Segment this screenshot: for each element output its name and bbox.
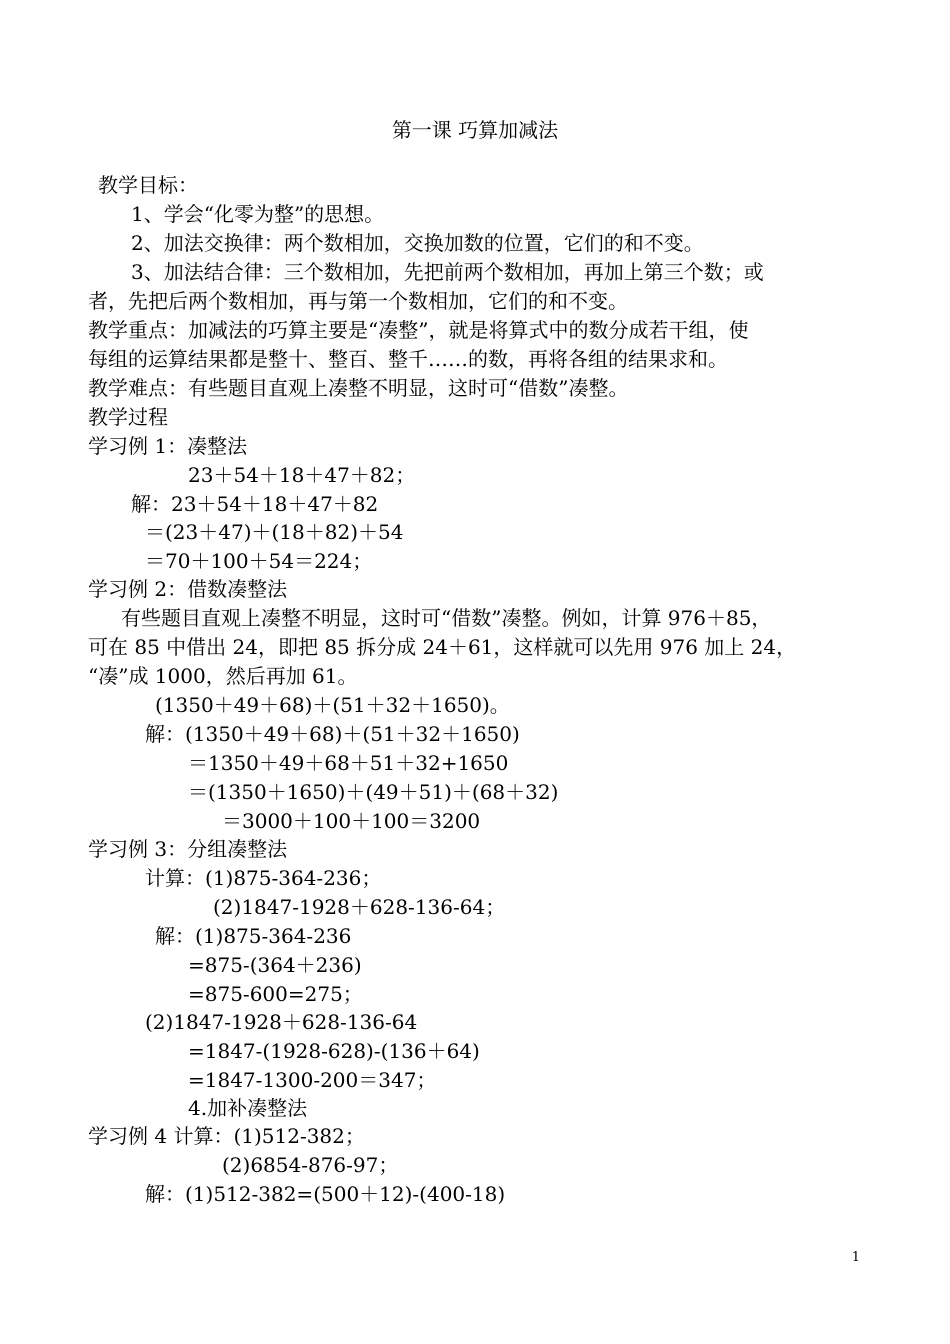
- example-heading: 学习例 1：凑整法: [88, 434, 248, 458]
- text-line: 者，先把后两个数相加，再与第一个数相加，它们的和不变。: [88, 289, 628, 313]
- example-heading: 学习例 3：分组凑整法: [88, 837, 288, 861]
- equation-line: (1350＋49＋68)＋(51＋32＋1650)。: [155, 693, 510, 717]
- text-line: 1、学会“化零为整”的思想。: [131, 202, 385, 226]
- equation-line: 23＋54＋18＋47＋82；: [188, 463, 416, 487]
- text-line: 每组的运算结果都是整十、整百、整千……的数，再将各组的结果求和。: [88, 347, 728, 371]
- equation-line: =875-600=275；: [188, 982, 363, 1006]
- equation-line: ＝70＋100＋54＝224；: [145, 549, 373, 573]
- equation-line: 解：(1350＋49＋68)＋(51＋32＋1650): [145, 722, 520, 746]
- section-heading: 4.加补凑整法: [188, 1096, 308, 1120]
- equation-line: =1847-1300-200＝347；: [188, 1068, 437, 1092]
- process-heading: 教学过程: [88, 405, 168, 429]
- equation-line: =875-(364＋236): [188, 953, 362, 977]
- equation-line: ＝(1350＋1650)＋(49＋51)＋(68＋32): [188, 780, 559, 804]
- equation-line: 解：(1)875-364-236: [155, 924, 352, 948]
- text-line: 2、加法交换律：两个数相加，交换加数的位置，它们的和不变。: [131, 231, 704, 255]
- equation-line: 解：23＋54＋18＋47＋82: [131, 492, 379, 516]
- text-line: 有些题目直观上凑整不明显，这时可“借数”凑整。例如，计算 976＋85，: [121, 606, 772, 630]
- equation-line: =1847-(1928-628)-(136＋64): [188, 1039, 480, 1063]
- text-line: 3、加法结合律：三个数相加，先把前两个数相加，再加上第三个数；或: [131, 260, 764, 284]
- equation-line: 解：(1)512-382=(500＋12)-(400-18): [145, 1182, 506, 1206]
- text-line: 可在 85 中借出 24，即把 85 拆分成 24＋61，这样就可以先用 976 加上 24，: [88, 635, 797, 659]
- text-line: “凑”成 1000，然后再加 61。: [88, 664, 358, 688]
- key-points-line: 教学重点：加减法的巧算主要是“凑整”，就是将算式中的数分成若干组，使: [88, 318, 749, 342]
- lesson-title: 第一课 巧算加减法: [391, 118, 559, 142]
- equation-line: ＝(23＋47)＋(18＋82)＋54: [145, 520, 404, 544]
- equation-line: (2)6854-876-97；: [222, 1153, 399, 1177]
- equation-line: ＝1350＋49＋68＋51＋32+1650: [188, 751, 509, 775]
- equation-line: (2)1847-1928＋628-136-64: [145, 1010, 418, 1034]
- equation-line: ＝3000＋100＋100＝3200: [222, 809, 481, 833]
- example-heading: 学习例 4 计算：(1)512-382；: [88, 1124, 365, 1148]
- equation-line: 计算：(1)875-364-236；: [145, 866, 382, 890]
- equation-line: (2)1847-1928＋628-136-64；: [213, 895, 506, 919]
- example-heading: 学习例 2：借数凑整法: [88, 577, 288, 601]
- difficulty-line: 教学难点：有些题目直观上凑整不明显，这时可“借数”凑整。: [88, 376, 629, 400]
- objectives-heading: 教学目标：: [98, 173, 198, 197]
- page-number: 1: [851, 1250, 860, 1265]
